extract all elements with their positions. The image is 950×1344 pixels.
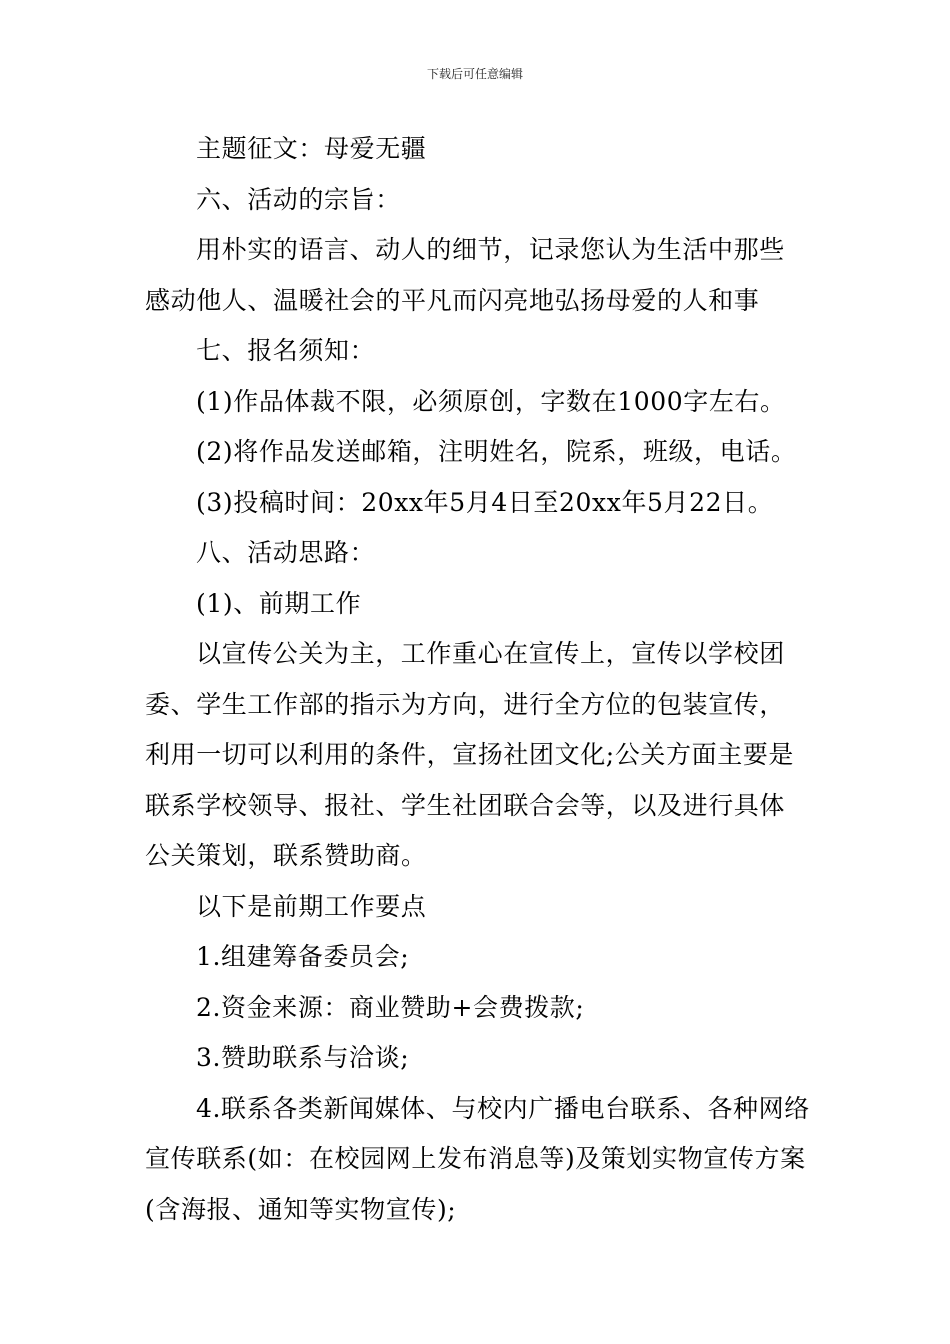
heading-activity-approach: 八、活动思路： — [196, 538, 376, 567]
list-item-media: 4.联系各类新闻媒体、与校内广播电台联系、各种网络宣传联系(如：在校园网上发布消息等)及策划实物宣传方案(含海报、通知等实物宣传); — [145, 1093, 810, 1224]
list-item-funding: 2.资金来源：商业赞助+会费拨款; — [196, 992, 585, 1022]
heading-registration-notes: 七、报名须知： — [196, 336, 376, 365]
paragraph-key-points-intro: 以下是前期工作要点 — [196, 891, 427, 921]
list-item-genre: (1)作品体裁不限，必须原创，字数在1000字左右。 — [196, 386, 786, 416]
subheading-preliminary-work: (1)、前期工作 — [196, 588, 362, 618]
page-header-note: 下载后可任意编辑 — [426, 67, 523, 81]
paragraph-essay-theme: 主题征文：母爱无疆 — [196, 134, 427, 163]
list-item-committee: 1.组建筹备委员会; — [196, 942, 410, 971]
list-item-deadline: (3)投稿时间：20xx年5月4日至20xx年5月22日。 — [196, 487, 774, 517]
list-item-sponsorship: 3.赞助联系与洽谈; — [196, 1043, 410, 1072]
paragraph-preliminary-work: 以宣传公关为主，工作重心在宣传上，宣传以学校团委、学生工作部的指示为方向，进行全方位的包装宣传，利用一切可以利用的条件，宣扬社团文化;公关方面主要是联系学校领导、报社、学生社团联合会等，以及进行具体公关策划，联系赞助商。 — [145, 639, 795, 870]
heading-activity-purpose: 六、活动的宗旨： — [196, 184, 401, 214]
document-body — [145, 124, 810, 1235]
paragraph-activity-purpose: 用朴实的语言、动人的细节，记录您认为生活中那些感动他人、温暖社会的平凡而闪亮地弘扬母爱的人和事 — [145, 235, 785, 315]
list-item-email: (2)将作品发送邮箱，注明姓名，院系，班级，电话。 — [196, 437, 797, 466]
